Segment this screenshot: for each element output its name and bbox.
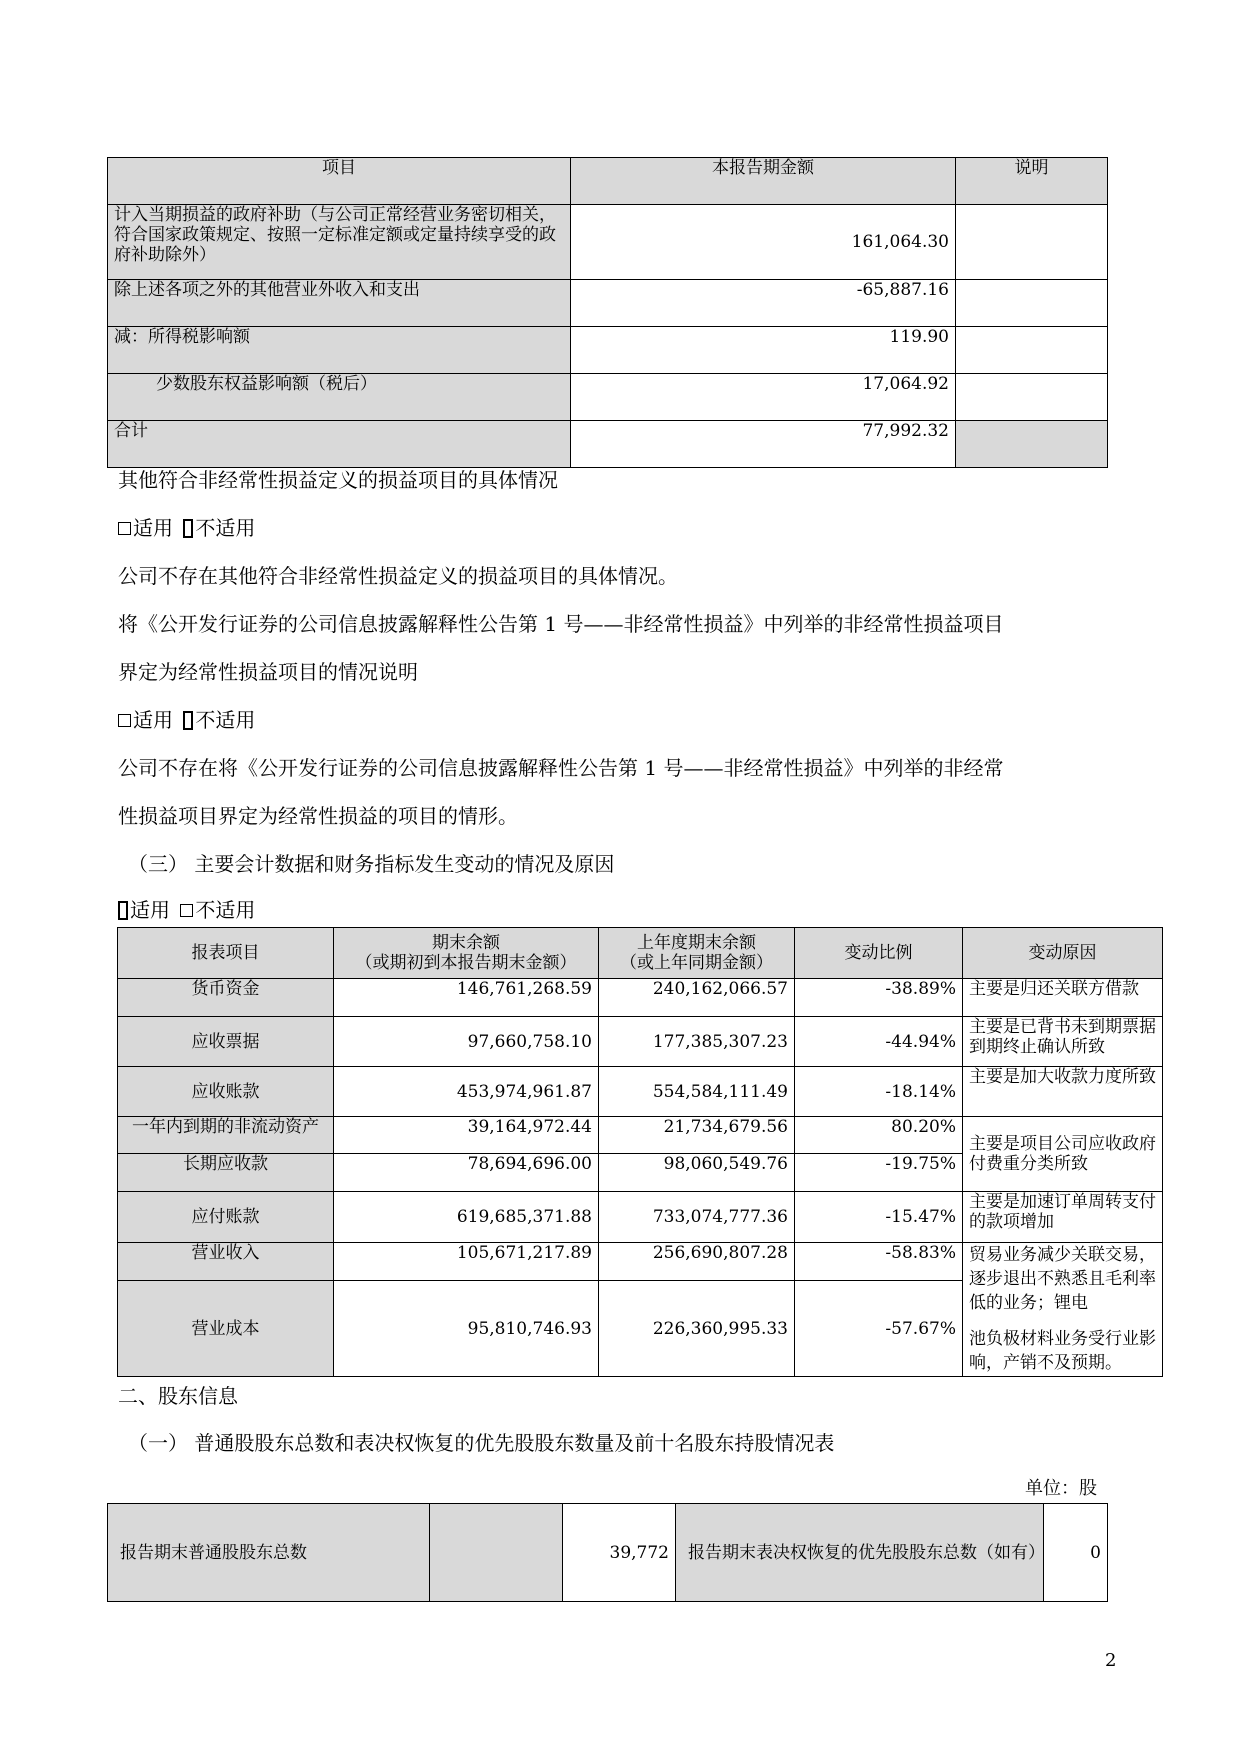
col-header-end-balance-line1: 期末余额 [432,933,500,953]
note-cell [956,205,1108,280]
not-applicable-label: 不适用 [195,898,256,922]
item-cell: 应收票据 [118,1017,334,1067]
checkbox-icon [118,714,131,727]
not-applicable-label: 不适用 [195,516,256,540]
note-cell [956,374,1108,421]
unit-label: 单位：股 [1025,1478,1097,1499]
end-cell: 619,685,371.88 [334,1192,599,1243]
reason-cell: 主要是加大收款力度所致 [963,1067,1163,1117]
reason-line-a: 贸易业务减少关联交易，逐步退出不熟悉且毛利率低的业务；锂电 [969,1245,1156,1313]
prev-cell: 554,584,111.49 [599,1067,795,1117]
end-cell: 97,660,758.10 [334,1017,599,1067]
item-cell: 减：所得税影响额 [108,327,571,374]
end-cell: 39,164,972.44 [334,1117,599,1154]
para-reclassify-line-1: 将《公开发行证券的公司信息披露解释性公告第 1 号——非经常性损益》中列举的非经常性损益项目 [118,612,1004,636]
table-row [118,1117,1163,1154]
table-row [108,205,1108,280]
checked-box-icon [118,901,128,920]
amount-cell: -65,887.16 [571,280,956,327]
table-row [118,979,1163,1017]
ratio-cell: -19.75% [795,1154,963,1192]
item-cell: 少数股东权益影响额（税后） [108,374,571,421]
applicable-label: 适用 [133,516,173,540]
table-row [108,327,1108,374]
empty-cell [430,1504,563,1602]
preferred-holders-value: 0 [1044,1504,1108,1602]
checked-box-icon [183,711,193,730]
col-header-item: 报表项目 [118,928,334,979]
section-2-subtitle: （一） 普通股股东总数和表决权恢复的优先股股东数量及前十名股东持股情况表 [128,1431,835,1455]
item-cell: 营业收入 [118,1243,334,1281]
non-recurring-table [107,157,1108,468]
note-cell [956,327,1108,374]
prev-cell: 240,162,066.57 [599,979,795,1017]
ratio-cell: -57.67% [795,1281,963,1377]
reason-line-b: 池负极材料业务受行业影响，产销不及预期。 [969,1329,1156,1373]
applicable-label: 适用 [130,898,170,922]
end-cell: 95,810,746.93 [334,1281,599,1377]
table-row [108,374,1108,421]
applicable-label: 适用 [133,708,173,732]
note-cell [956,280,1108,327]
ratio-cell: -44.94% [795,1017,963,1067]
reason-cell: 主要是项目公司应收政府付费重分类所致 [963,1117,1163,1192]
prev-cell: 21,734,679.56 [599,1117,795,1154]
col-header-prev-balance-line2: （或上年同期金额） [620,953,773,973]
applicability-line-2 [118,708,255,732]
amount-cell: 77,992.32 [571,421,956,468]
checkbox-icon [180,904,193,917]
prev-cell: 98,060,549.76 [599,1154,795,1192]
reason-cell: 主要是已背书未到期票据到期终止确认所致 [963,1017,1163,1067]
end-cell: 453,974,961.87 [334,1067,599,1117]
ratio-cell: -38.89% [795,979,963,1017]
checkbox-icon [118,522,131,535]
item-cell: 计入当期损益的政府补助（与公司正常经营业务密切相关，符合国家政策规定、按照一定标准定额或定量持续享受的政府补助除外） [108,205,571,280]
note-cell [956,421,1108,468]
table-row [108,421,1108,468]
prev-cell: 256,690,807.28 [599,1243,795,1281]
col-header-end-balance [334,928,599,979]
table-row [118,1017,1163,1067]
common-holders-value: 39,772 [563,1504,676,1602]
not-applicable-label: 不适用 [195,708,256,732]
amount-cell: 17,064.92 [571,374,956,421]
end-cell: 78,694,696.00 [334,1154,599,1192]
amount-cell: 119.90 [571,327,956,374]
col-header-amount: 本报告期金额 [571,158,956,205]
amount-cell: 161,064.30 [571,205,956,280]
ratio-cell: -15.47% [795,1192,963,1243]
col-header-item: 项目 [108,158,571,205]
col-header-prev-balance [599,928,795,979]
para-reclassify-line-2: 界定为经常性损益项目的情况说明 [118,660,418,684]
para-no-reclassify-1: 公司不存在将《公开发行证券的公司信息披露解释性公告第 1 号——非经常性损益》中列举的非经常 [118,756,1004,780]
page-number: 2 [1105,1650,1117,1671]
change-analysis-table [117,927,1163,1377]
item-cell: 长期应收款 [118,1154,334,1192]
item-cell: 营业成本 [118,1281,334,1377]
common-holders-label: 报告期末普通股股东总数 [108,1504,430,1602]
ratio-cell: -58.83% [795,1243,963,1281]
item-cell: 合计 [108,421,571,468]
reason-cell: 主要是归还关联方借款 [963,979,1163,1017]
section-3-heading: （三） 主要会计数据和财务指标发生变动的情况及原因 [128,852,615,876]
para-no-other-items: 公司不存在其他符合非经常性损益定义的损益项目的具体情况。 [118,564,678,588]
checked-box-icon [183,519,193,538]
col-header-reason: 变动原因 [963,928,1163,979]
end-cell: 105,671,217.89 [334,1243,599,1281]
item-cell: 应付账款 [118,1192,334,1243]
col-header-change-ratio: 变动比例 [795,928,963,979]
item-cell: 除上述各项之外的其他营业外收入和支出 [108,280,571,327]
end-cell: 146,761,268.59 [334,979,599,1017]
applicability-line-1 [118,516,255,540]
preferred-holders-label: 报告期末表决权恢复的优先股股东总数（如有） [676,1504,1044,1602]
prev-cell: 177,385,307.23 [599,1017,795,1067]
table-row [108,280,1108,327]
col-header-note: 说明 [956,158,1108,205]
item-cell: 货币资金 [118,979,334,1017]
section-2-title: 二、股东信息 [118,1384,238,1408]
table-row [118,1192,1163,1243]
item-cell: 一年内到期的非流动资产 [118,1117,334,1154]
para-other-items-heading: 其他符合非经常性损益定义的损益项目的具体情况 [118,468,558,492]
ratio-cell: 80.20% [795,1117,963,1154]
table-row [118,1067,1163,1117]
para-no-reclassify-2: 性损益项目界定为经常性损益的项目的情形。 [118,804,518,828]
prev-cell: 226,360,995.33 [599,1281,795,1377]
shareholder-count-table [107,1503,1108,1602]
applicability-line-3 [118,898,255,922]
table-row [118,1243,1163,1281]
col-header-prev-balance-line1: 上年度期末余额 [637,933,756,953]
col-header-end-balance-line2: （或期初到本报告期末金额） [355,953,577,973]
ratio-cell: -18.14% [795,1067,963,1117]
reason-cell: 主要是加速订单周转支付的款项增加 [963,1192,1163,1243]
prev-cell: 733,074,777.36 [599,1192,795,1243]
reason-cell [963,1243,1163,1377]
item-cell: 应收账款 [118,1067,334,1117]
